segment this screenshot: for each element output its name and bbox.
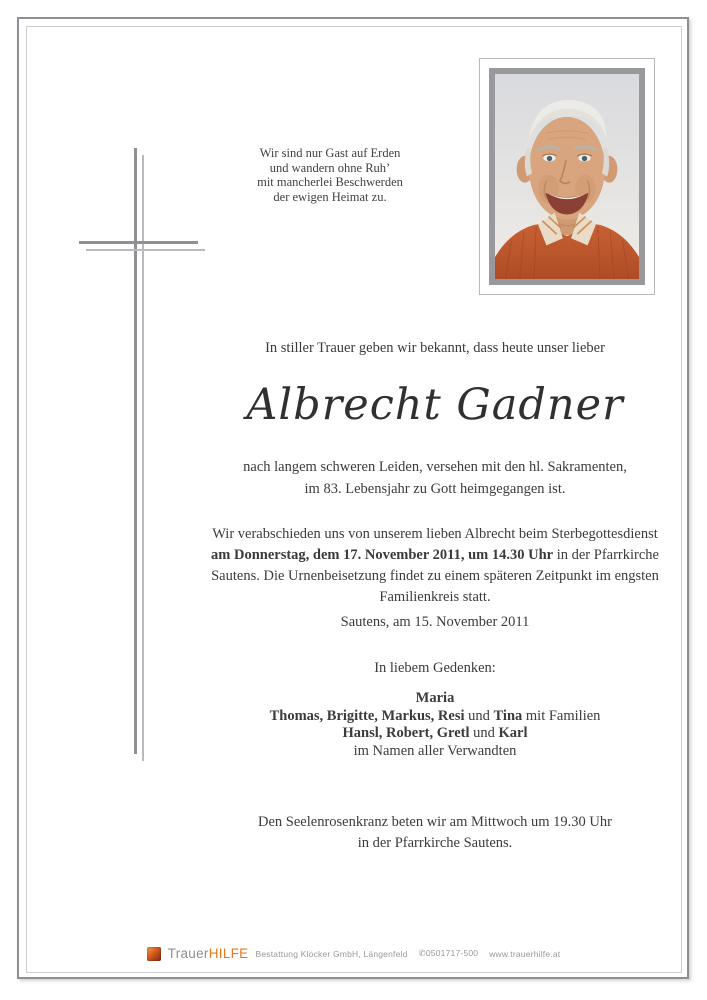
trauerhilfe-brand (168, 946, 249, 961)
funeral-details-line: Sautens. Die Urnenbeisetzung findet zu einem späteren Zeitpunkt im engsten (211, 568, 659, 584)
family-connector: und (469, 725, 499, 741)
rosary-notice-line: Den Seelenrosenkranz beten wir am Mittwoch um 19.30 Uhr (258, 814, 612, 830)
family-suffix: mit Familien (522, 707, 601, 724)
trauerhilfe-logo-icon (147, 947, 161, 961)
poem-line: Wir sind nur Gast auf Erden (259, 146, 401, 160)
family-names-bold: Tina (493, 707, 523, 724)
poem-line: der ewigen Heimat zu. (273, 189, 387, 204)
announcement-intro: In stiller Trauer geben wir bekannt, dass heute unser lieber (265, 340, 605, 356)
family-connector: und (464, 707, 494, 724)
family-line: Maria (415, 690, 455, 706)
deceased-name: Albrecht Gadner (246, 380, 624, 430)
website-url: www.trauerhilfe.at (489, 948, 561, 959)
rosary-notice (150, 812, 707, 854)
portrait-photo (495, 74, 639, 279)
family-names-bold: Karl (498, 725, 528, 741)
funeral-details-line (150, 545, 707, 566)
death-statement-line: im 83. Lebensjahr zu Gott heimgegangen ist. (304, 481, 566, 497)
cross-vertical-bar (134, 148, 137, 754)
rosary-notice-line: in der Pfarrkirche Sautens. (357, 835, 513, 851)
cross-horizontal-bar (79, 241, 198, 244)
mourning-family-list (150, 690, 707, 760)
memorial-poem (240, 146, 420, 204)
family-names-bold: Thomas, Brigitte, Markus, Resi (269, 707, 465, 724)
funeral-home-footer (0, 946, 707, 961)
funeral-details-line: Wir verabschieden uns von unserem lieben Albrecht beim Sterbegottesdienst (212, 526, 658, 542)
portrait-photo-frame (479, 58, 655, 295)
remembrance-heading: In liebem Gedenken: (374, 660, 496, 676)
brand-word-hilfe: HILFE (208, 946, 249, 961)
death-statement-line: nach langem schweren Leiden, versehen mit den hl. Sakramenten, (243, 459, 627, 475)
death-statement (150, 456, 707, 500)
funeral-details (150, 524, 707, 608)
family-line: im Namen aller Verwandten (353, 742, 517, 759)
phone-entry (419, 948, 479, 959)
phone-number: 0501717-500 (425, 948, 479, 958)
company-name: Bestattung Klocker GmbH, Längenfeld (255, 948, 408, 959)
cross-vertical-shadow-line (142, 155, 144, 761)
poem-line: und wandern ohne Ruh’ (269, 160, 391, 175)
family-line (150, 708, 707, 726)
portrait-photo-mat (489, 68, 645, 285)
funeral-date-bold: am Donnerstag, dem 17. November 2011, um 14.30 Uhr (211, 547, 554, 563)
funeral-details-rest: in der Pfarrkirche (553, 547, 659, 563)
cross-horizontal-shadow-line (86, 249, 205, 251)
phone-icon: ✆ (418, 948, 426, 958)
family-line (150, 725, 707, 743)
poem-line: mit mancherlei Beschwerden (257, 175, 403, 189)
place-dateline: Sautens, am 15. November 2011 (340, 614, 530, 630)
brand-word-trauer: Trauer (167, 946, 209, 961)
family-names-bold: Hansl, Robert, Gretl (342, 725, 470, 741)
funeral-details-line: Familienkreis statt. (379, 589, 491, 605)
